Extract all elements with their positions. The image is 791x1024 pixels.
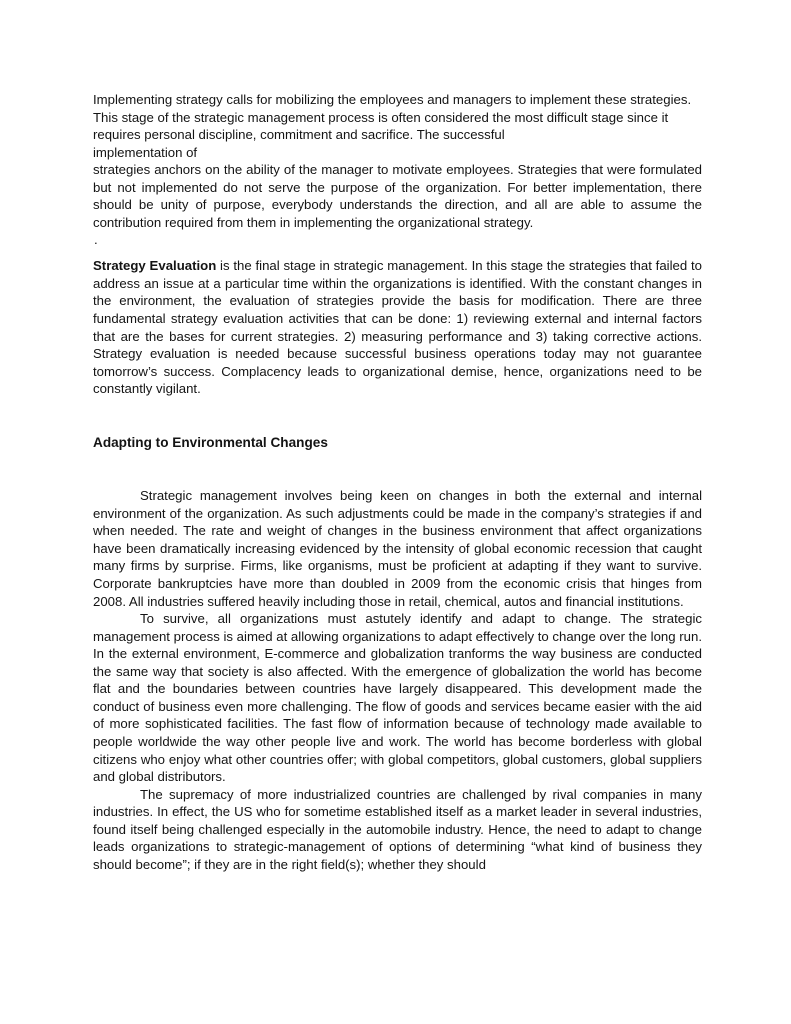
implementation-line-break-text: implementation of: [93, 144, 198, 160]
adapting-paragraph-3: The supremacy of more industrialized countries are challenged by rival companies in many industries. In effect, the US who for sometime established itself as a market leader in several industries, found itself being challenged especially in the automobile industry. Hence, the need to adapt to change leads organizations to strategic-management of options of determining “what kind of business they should become”; if they are in the right field(s); whether they should: [93, 786, 702, 872]
evaluation-term: Strategy Evaluation: [93, 258, 217, 274]
implementation-continuation-paragraph: [93, 161, 702, 231]
adapting-paragraph-2: To survive, all organizations must astutely identify and adapt to change. The strategic management process is aimed at allowing organizations to adapt effectively to change over the long run. In the external environment, E-commerce and globalization tranforms the way business are conducted the same way that society is also affected. With the emergence of globalization the world has become flat and the boundaries between countries have largely disappeared. This development made the conduct of business even more challenging. The flow of goods and services became easier with the aid of more sophisticated facilities. The fast flow of information because of technology made available to people worldwide the way other people live and work. The world has become borderless with global citizens who enjoy what other countries offer; with global competitors, global customers, global suppliers and global distributors.: [93, 611, 702, 785]
adapting-paragraph-1: Strategic management involves being keen on changes in both the external and internal environment of the organization. As such adjustments could be made in the company’s strategies if and when needed. The rate and weight of changes in the business environment that affect organizations have been dramatically increasing evidenced by the intensity of global economic recession that caught many firms by surprise. Firms, like organisms, must be proficient at adapting if they want to survive. Corporate bankruptcies have more than doubled in 2009 from the economic crisis that hinges from 2008. All industries suffered heavily including those in retail, chemical, autos and financial institutions.: [93, 488, 702, 609]
evaluation-paragraph: [93, 257, 702, 397]
implementation-continuation-text: strategies anchors on the ability of the manager to motivate employees. Strategies that were formulated but not implemented do not serve the purpose of the organization. For better implementation, there should be unity of purpose, everybody understands the direction, and all are able to assume the contribution required from them in implementing the organizational strategy.: [93, 162, 702, 230]
section-heading: Adapting to Environmental Changes: [93, 434, 328, 450]
document-page: [93, 91, 702, 873]
stray-mark: .: [94, 232, 98, 248]
evaluation-text: is the final stage in strategic management. In this stage the strategies that failed to address an issue at a particular time within the organizations is identified. With the constant changes in the environment, the evaluation of strategies provide the basis for modification. There are three fundamental strategy evaluation activities that can be done: 1) reviewing external and internal factors that are the bases for current strategies. 2) measuring performance and 3) taking corrective actions. Strategy evaluation is needed because successful business operations today may not guarantee tomorrow’s success. Complacency leads to organizational demise, hence, organizations need to be constantly vigilant.: [93, 258, 702, 397]
implementation-paragraph: [93, 91, 702, 161]
implementation-text: Implementing strategy calls for mobilizing the employees and managers to implement these strategies. This stage of the strategic management process is often considered the most difficult stage since it requires personal discipline, commitment and sacrifice. The successful: [93, 92, 692, 143]
